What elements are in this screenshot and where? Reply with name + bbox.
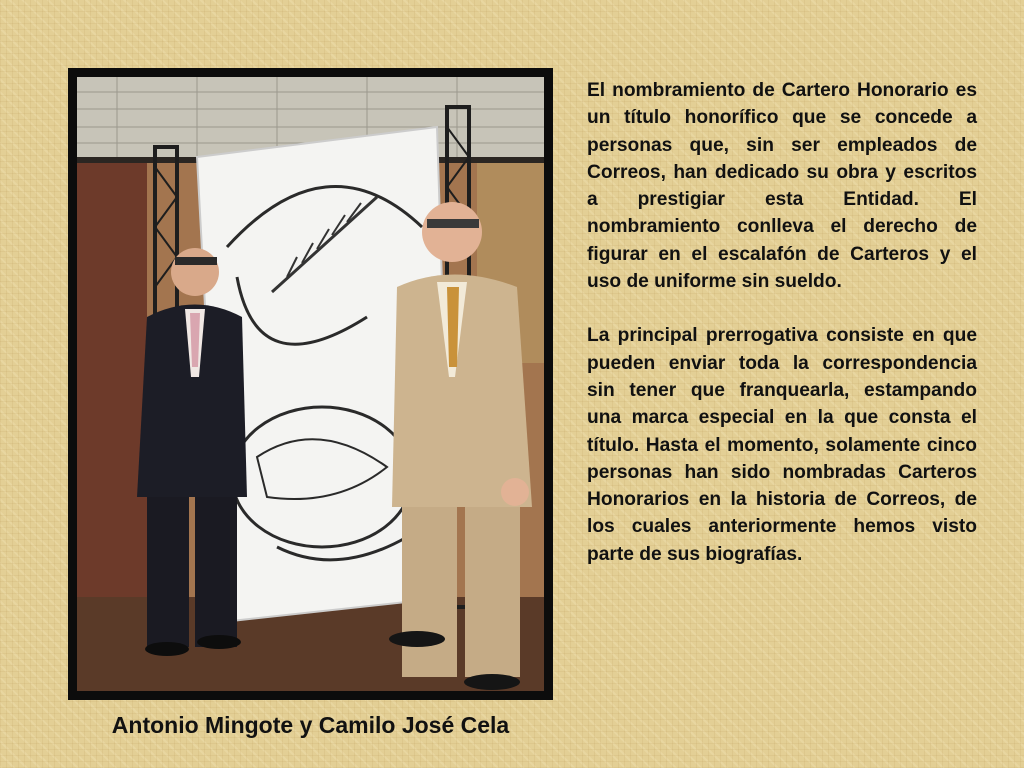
paragraph-prerogative: La principal prerrogativa consiste en que pueden enviar toda la correspondencia sin tener que franquearla, estampando una marca especial en la que consta el título. Hasta el momento, solamente cinco personas han sido nombradas Carteros Honorarios en la historia de Correos, de los cuales anteriormente hemos visto parte de sus biografías. — [587, 325, 977, 565]
photo-frame — [68, 68, 553, 700]
paragraph-definition: El nombramiento de Cartero Honorario es un título honorífico que se concede a personas que, sin ser empleados de Correos, han dedicado su obra y escritos a prestigiar esta Entidad. El nombramiento conlleva el derecho de figurar en el escalafón de Carteros y el uso de uniforme sin sueldo. — [587, 80, 977, 293]
text-column — [587, 77, 977, 595]
photograph — [77, 77, 544, 691]
photo-caption: Antonio Mingote y Camilo José Cela — [111, 712, 510, 738]
